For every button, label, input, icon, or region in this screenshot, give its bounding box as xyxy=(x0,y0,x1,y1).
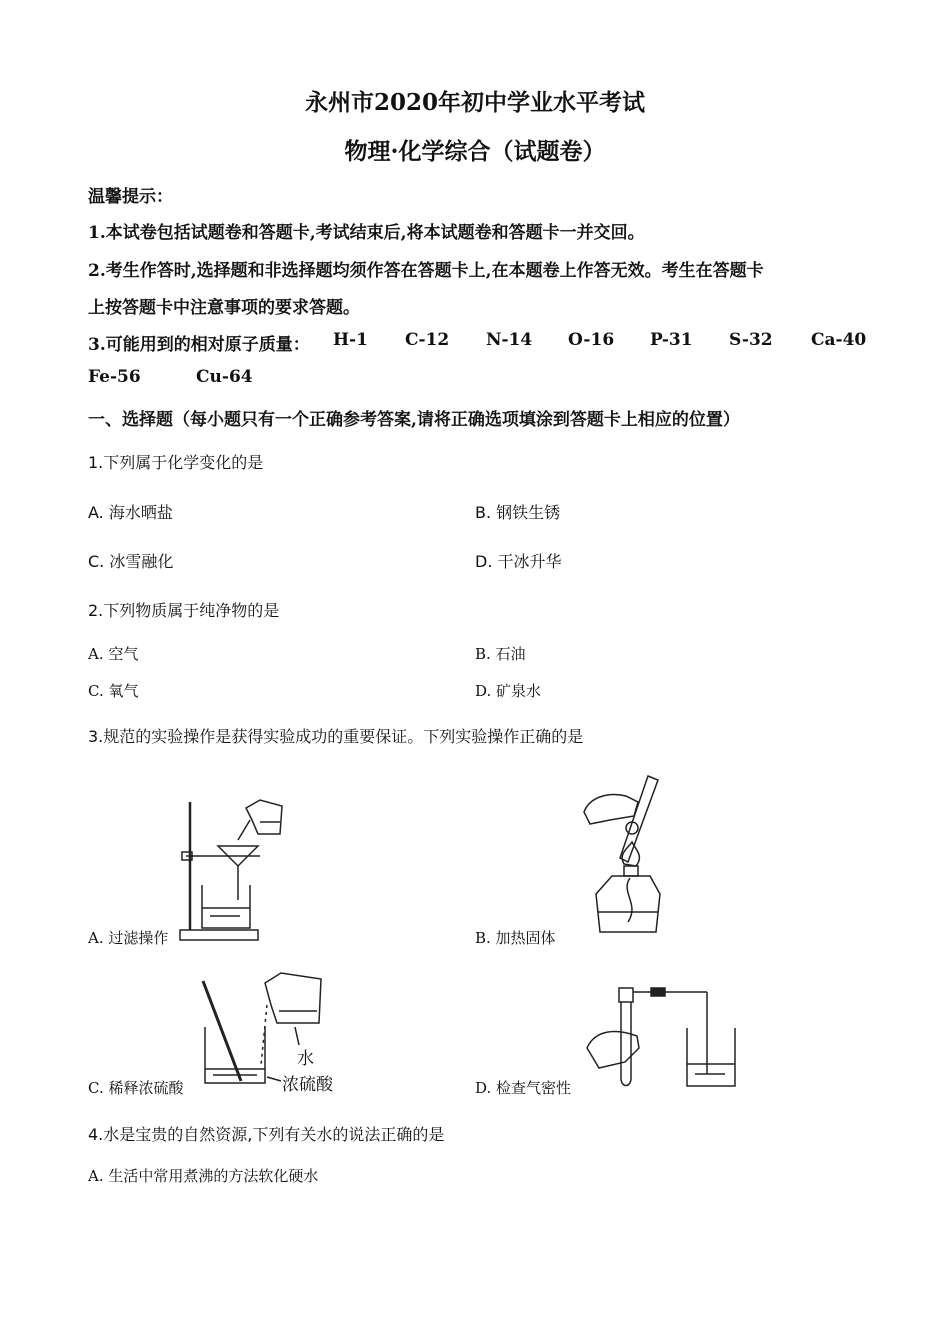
q3-option-d: D. 检查气密性 xyxy=(475,1079,572,1097)
q1-option-b: B. 钢铁生锈 xyxy=(475,503,561,522)
q4-option-a: A. 生活中常用煮沸的方法软化硬水 xyxy=(88,1167,319,1185)
mass-n: N-14 xyxy=(486,330,533,350)
page-subtitle: 物理·化学综合（试题卷） xyxy=(344,138,606,165)
page-title: 永州市2020年初中学业水平考试 xyxy=(304,89,645,116)
notice-heading: 温馨提示： xyxy=(88,187,173,207)
q1-option-d: D. 干冰升华 xyxy=(475,552,562,571)
q3-option-a: A. 过滤操作 xyxy=(88,929,169,947)
mass-s: S-32 xyxy=(729,330,773,350)
mass-ca: Ca-40 xyxy=(811,330,867,350)
q3-option-c: C. 稀释浓硫酸 xyxy=(88,1079,184,1097)
q1-option-c: C. 冰雪融化 xyxy=(88,552,174,571)
mass-o: O-16 xyxy=(568,330,615,350)
mass-cu: Cu-64 xyxy=(196,367,253,387)
notice-item-3-label: 3.可能用到的相对原子质量： xyxy=(88,335,310,355)
mass-fe: Fe-56 xyxy=(88,367,141,387)
q2-option-b: B. 石油 xyxy=(475,645,526,663)
label-water: 水 xyxy=(297,1049,314,1069)
q4-stem: 4.水是宝贵的自然资源,下列有关水的说法正确的是 xyxy=(88,1125,445,1144)
q2-option-c: C. 氧气 xyxy=(88,682,139,700)
heating-solid-figure xyxy=(580,772,665,940)
mass-c: C-12 xyxy=(405,330,450,350)
notice-item-2-line-2: 上按答题卡中注意事项的要求答题。 xyxy=(88,298,360,318)
airtightness-figure xyxy=(585,978,745,1093)
mass-p: P-31 xyxy=(650,330,693,350)
q2-stem: 2.下列物质属于纯净物的是 xyxy=(88,601,280,620)
notice-item-1: 1.本试卷包括试题卷和答题卡,考试结束后,将本试题卷和答题卡一并交回。 xyxy=(88,223,645,243)
q2-option-d: D. 矿泉水 xyxy=(475,682,542,700)
q1-option-a: A. 海水晒盐 xyxy=(88,503,173,522)
q3-option-b: B. 加热固体 xyxy=(475,929,556,947)
q2-option-a: A. 空气 xyxy=(88,645,139,663)
label-concentrated-acid: 浓硫酸 xyxy=(282,1075,333,1095)
mass-h: H-1 xyxy=(333,330,368,350)
section-heading: 一、选择题（每小题只有一个正确参考答案,请将正确选项填涂到答题卡上相应的位置） xyxy=(88,410,740,430)
q3-stem: 3.规范的实验操作是获得实验成功的重要保证。下列实验操作正确的是 xyxy=(88,727,584,746)
filtration-figure xyxy=(180,790,310,942)
q1-stem: 1.下列属于化学变化的是 xyxy=(88,453,264,472)
notice-item-2-line-1: 2.考生作答时,选择题和非选择题均须作答在答题卡上,在本题卷上作答无效。考生在答题卡 xyxy=(88,261,764,281)
